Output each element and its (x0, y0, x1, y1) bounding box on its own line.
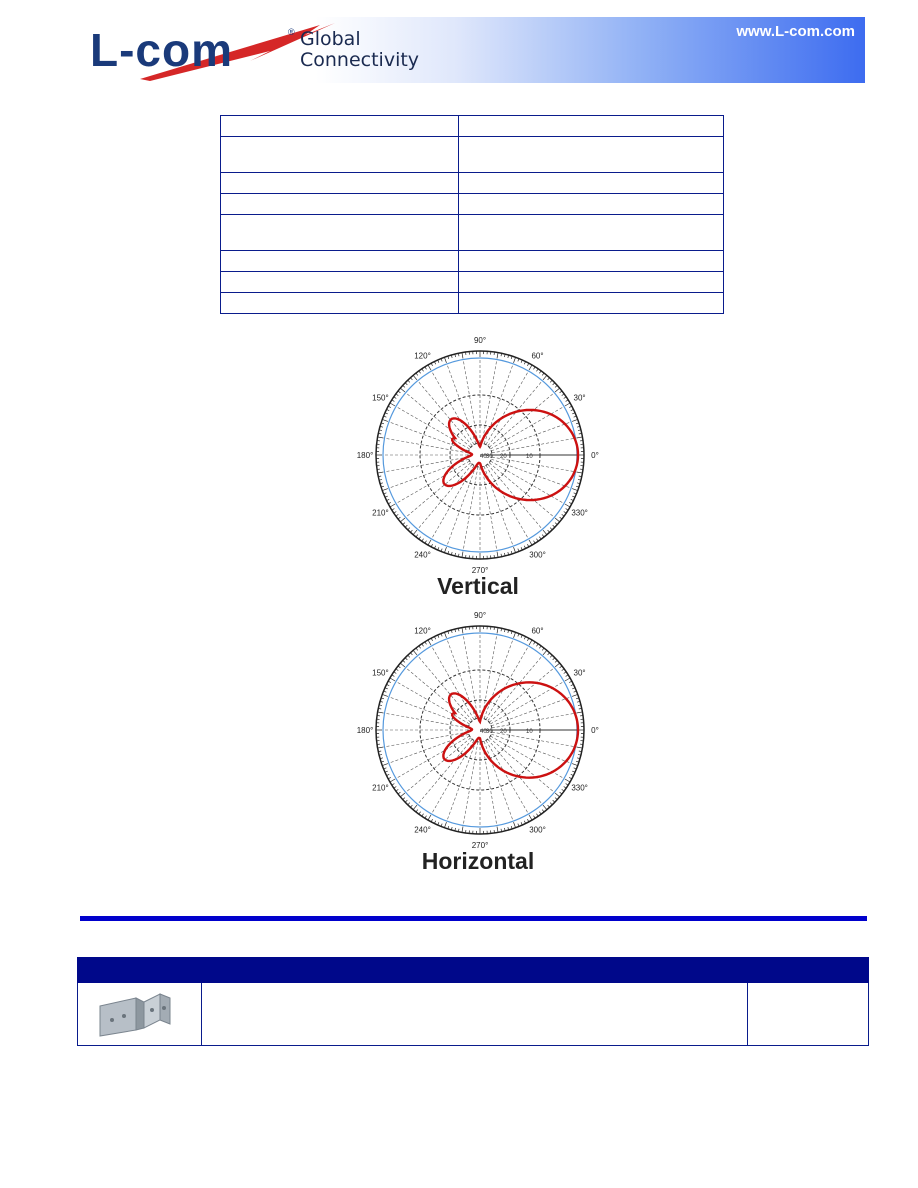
ring-label: 40 (480, 729, 487, 735)
angle-label: 300° (529, 550, 546, 560)
spec-cell (221, 293, 459, 314)
angle-label: 0° (591, 726, 599, 735)
spec-cell (459, 194, 724, 215)
spec-cell (459, 173, 724, 194)
angle-label: 0° (591, 451, 599, 460)
ring-label: 30 (486, 729, 493, 735)
angle-label: 120° (414, 626, 431, 636)
spec-cell (221, 116, 459, 137)
spec-row (221, 215, 724, 251)
angle-label: 210° (372, 783, 389, 793)
angle-label: 270° (471, 566, 489, 575)
angle-label: 150° (372, 668, 389, 678)
section-divider (80, 916, 867, 921)
spec-row (221, 194, 724, 215)
ring-label: 40 (480, 454, 487, 460)
spec-cell (459, 272, 724, 293)
angle-label: 90° (473, 336, 487, 345)
vertical-pattern-label: Vertical (437, 573, 519, 599)
spec-cell (459, 251, 724, 272)
website-link[interactable]: www.L-com.com (736, 23, 855, 40)
angle-label: 60° (531, 626, 544, 636)
spec-row (221, 173, 724, 194)
angle-label: 270° (471, 841, 489, 850)
angle-label: 240° (414, 550, 431, 560)
angle-label: 90° (473, 611, 487, 620)
accessory-image-cell (78, 983, 202, 1046)
ring-label: 30 (486, 454, 493, 460)
angle-label: 120° (414, 351, 431, 361)
angle-label: 180° (356, 451, 374, 460)
angle-label: 330° (571, 508, 588, 518)
angle-label: 30° (573, 668, 586, 678)
accessories-header-cell (748, 958, 869, 983)
spec-cell (459, 137, 724, 173)
angle-label: 60° (531, 351, 544, 361)
ring-label: 10 (526, 729, 533, 735)
accessory-row (78, 983, 869, 1046)
lcom-logo[interactable] (90, 21, 420, 83)
spec-cell (221, 137, 459, 173)
angle-label: 30° (573, 393, 586, 403)
angle-label: 210° (372, 508, 389, 518)
angle-label: 180° (356, 726, 374, 735)
ring-label: 20 (500, 454, 507, 460)
logo-registered-mark: ® (288, 27, 295, 37)
spec-cell (221, 272, 459, 293)
accessories-table (77, 957, 869, 1046)
spec-row (221, 137, 724, 173)
spec-cell (221, 215, 459, 251)
mounting-bracket-icon[interactable] (78, 984, 198, 1040)
accessory-partnumber-cell (748, 983, 869, 1046)
spec-cell (221, 173, 459, 194)
angle-label: 240° (414, 825, 431, 835)
spec-cell (459, 293, 724, 314)
horizontal-pattern-label: Horizontal (421, 848, 535, 874)
horizontal-radiation-pattern (356, 610, 600, 850)
logo-tagline-line2: Connectivity (300, 49, 420, 71)
angle-label: 330° (571, 783, 588, 793)
accessory-description-cell (202, 983, 748, 1046)
logo-tagline-line1: Global (300, 28, 361, 50)
angle-label: 150° (372, 393, 389, 403)
ring-label: 20 (500, 729, 507, 735)
spec-cell (221, 194, 459, 215)
spec-row (221, 293, 724, 314)
angle-label: 300° (529, 825, 546, 835)
spec-cell (459, 116, 724, 137)
spec-table (220, 115, 724, 314)
spec-cell (459, 215, 724, 251)
spec-row (221, 116, 724, 137)
accessories-header-cell (202, 958, 748, 983)
spec-cell (221, 251, 459, 272)
accessories-header-cell (78, 958, 202, 983)
logo-tagline (300, 29, 419, 71)
spec-row (221, 251, 724, 272)
accessories-header-row (78, 958, 869, 983)
page-header (80, 17, 865, 83)
vertical-radiation-pattern (356, 335, 600, 575)
ring-label: 10 (526, 454, 533, 460)
spec-row (221, 272, 724, 293)
logo-wordmark: L-com (90, 24, 233, 76)
